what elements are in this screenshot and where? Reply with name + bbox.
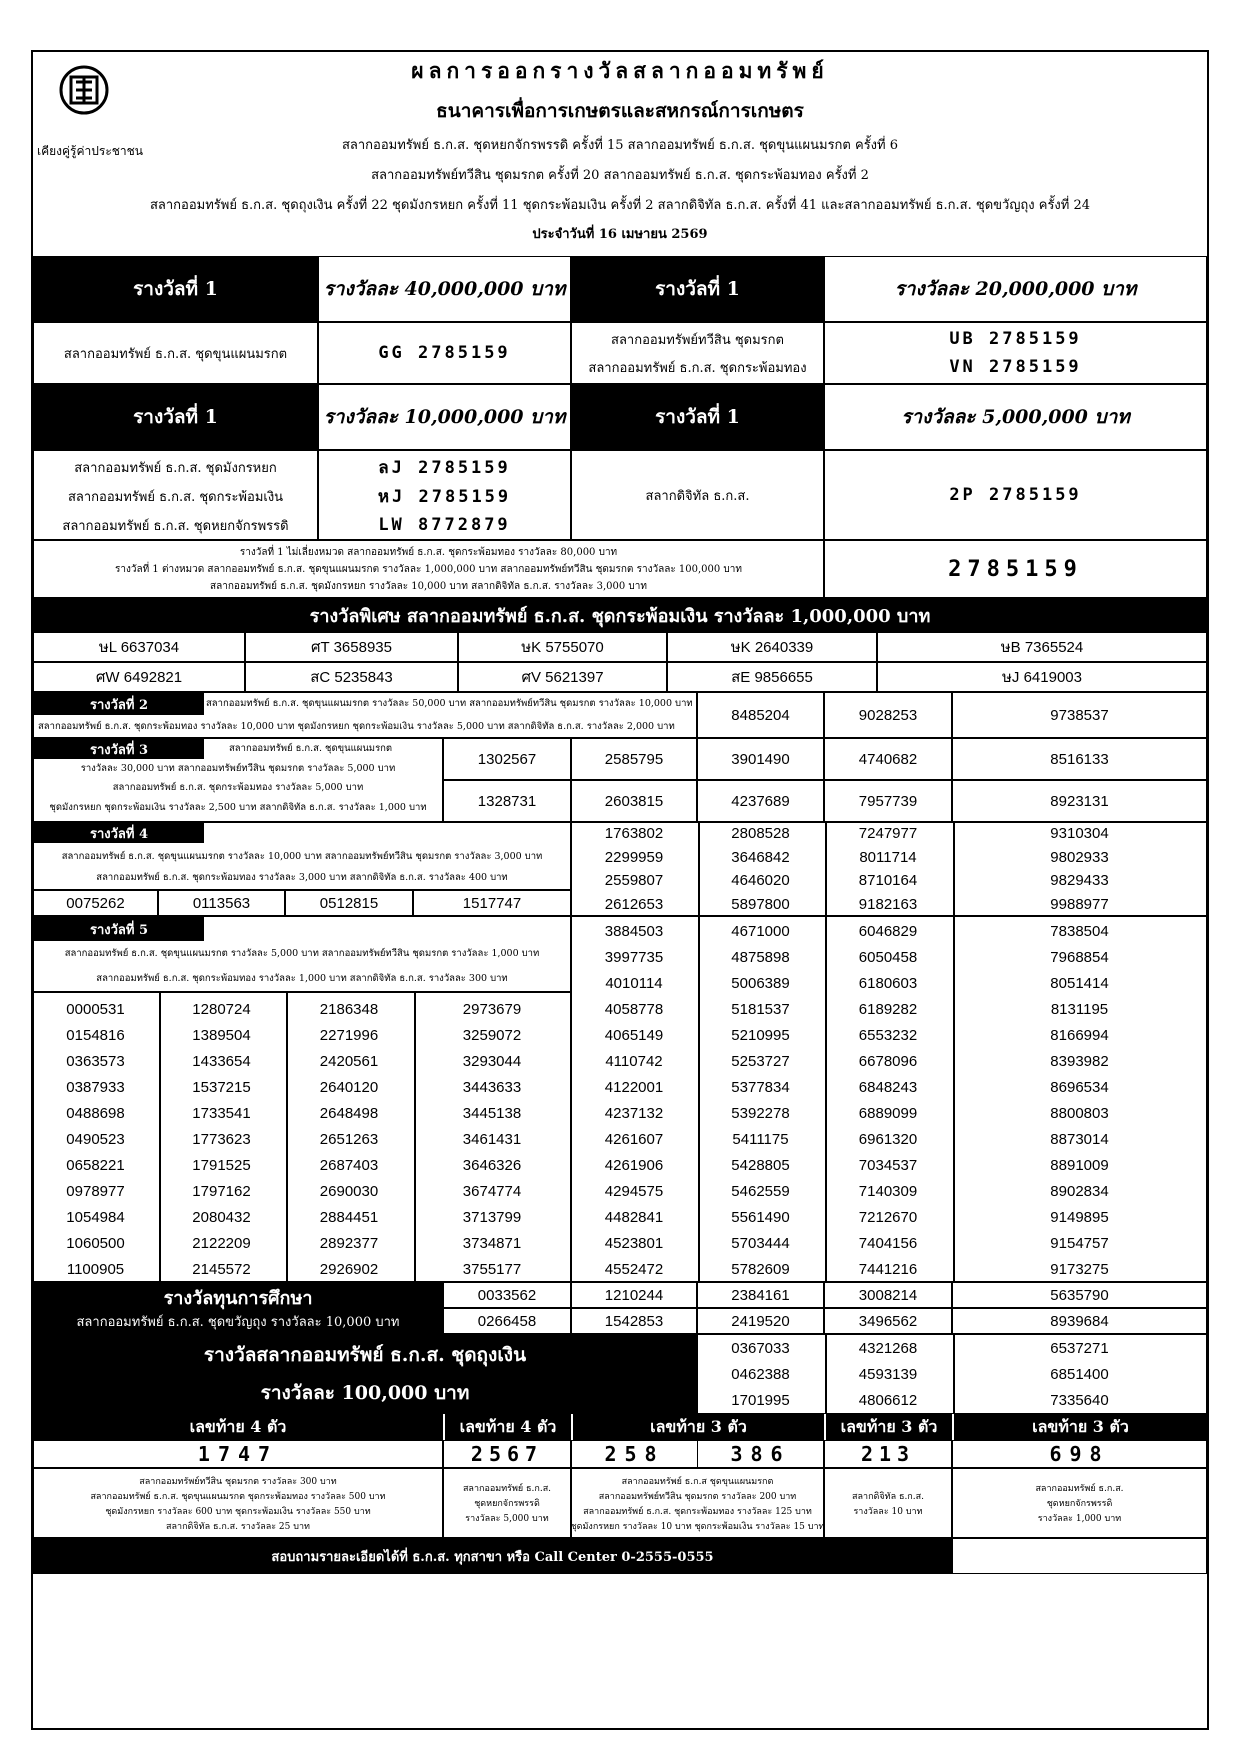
special-number: ษK 5755070: [458, 632, 667, 662]
tail-desc-1: [33, 1468, 443, 1538]
prize1-series-b: [571, 322, 824, 384]
prize5-number: 0363573: [66, 1052, 125, 1070]
prize5-number: 0387933: [66, 1078, 125, 1096]
thungngoen-number: 0367033: [731, 1339, 790, 1357]
tail-3-header-b: เลขท้าย 3 ตัว: [824, 1414, 952, 1440]
prize1-note-2: รางวัลที่ 1 ต่างหมวด สลากออมทรัพย์ ธ.ก.ส. ชุดขุนแผนมรกต รางวัลละ 1,000,000 บาท สลากออมทรัพย์ทวีสิน ชุดมรกต รางวัลละ 100,000 บาท: [115, 563, 742, 575]
prize4-number: 9802933: [1050, 848, 1109, 866]
prize5-desc-1: สลากออมทรัพย์ ธ.ก.ส. ชุดขุนแผนมรกต รางวัลละ 5,000 บาท สลากออมทรัพย์ทวีสิน ชุดมรกต รางวัลละ 1,000 บาท: [64, 948, 540, 959]
prize5-number: 2973679: [462, 1000, 522, 1018]
tail-desc-line: สลากออมทรัพย์ ธ.ก.ส. ชุดขุนแผนมรกต ชุดกระพ้อมทอง รางวัลละ 500 บาท: [90, 1491, 386, 1502]
tail-desc-line: ชุดมังกรหยก รางวัลละ 600 บาท ชุดกระพ้อมเงิน รางวัลละ 550 บาท: [105, 1506, 371, 1517]
special-number: สC 5235843: [245, 662, 458, 692]
prize5-number: 1433654: [192, 1052, 251, 1070]
prize5-number: 7968854: [1050, 948, 1109, 966]
prize5-number: 3646326: [462, 1156, 522, 1174]
prize5-number: 5703444: [731, 1234, 790, 1252]
prize5-number: 1791525: [192, 1156, 251, 1174]
prize5-number: 5006389: [731, 974, 790, 992]
prize5-number: 8902834: [1050, 1182, 1109, 1200]
prize4-number: 1517747: [413, 890, 571, 916]
prize5-number: 8891009: [1050, 1156, 1109, 1174]
prize5-number: 3674774: [462, 1182, 522, 1200]
footer-blank: [952, 1538, 1207, 1574]
prize5-number: 0000531: [66, 1000, 125, 1018]
prize5-number: 4065149: [604, 1026, 664, 1044]
thungngoen-number: 4593139: [858, 1365, 918, 1383]
prize5-number: 4058778: [604, 1000, 664, 1018]
prize1-number-c2: หJ 2785159: [377, 486, 512, 507]
prize2-desc: [33, 692, 697, 738]
education-number: 5635790: [952, 1282, 1207, 1308]
prize5-number: 7838504: [1050, 922, 1109, 940]
prize4-number: 2299959: [604, 848, 664, 866]
prize4-number: 9988977: [1050, 895, 1109, 913]
tail-desc-line: รางวัลละ 10 บาท: [853, 1506, 923, 1517]
thungngoen-number: 1701995: [731, 1391, 790, 1409]
prize1-number-plain: 2785159: [824, 540, 1207, 598]
prize5-number: 4523801: [604, 1234, 664, 1252]
prize3-number: 4237689: [697, 780, 824, 822]
prize5-number: 6180603: [858, 974, 918, 992]
prize5-number: 0490523: [66, 1130, 125, 1148]
prize1-series-c: [33, 450, 318, 540]
prize3-label: รางวัลที่ 3: [34, 739, 204, 759]
prize4-number: 0113563: [158, 890, 285, 916]
education-number: 3496562: [824, 1308, 952, 1334]
special-numbers: [33, 632, 1207, 692]
prize5-number: 2186348: [319, 1000, 379, 1018]
prize2-desc-2: สลากออมทรัพย์ ธ.ก.ส. ชุดกระพ้อมทอง รางวัลละ 10,000 บาท ชุดมังกรหยก ชุดกระพ้อมเงิน รางวัลละ 5,000 บาท สลากดิจิทัล ธ.ก.ส. รางวัลละ 2,000 บาท: [38, 721, 675, 732]
prize5-number: 9173275: [1050, 1260, 1109, 1278]
prize5-number: 7441216: [858, 1260, 918, 1278]
prize5-number: 3461431: [462, 1130, 522, 1148]
prize4-number: 5897800: [731, 895, 790, 913]
tail-desc-line: สลากดิจิทัล ธ.ก.ส. รางวัลละ 25 บาท: [166, 1521, 310, 1532]
tail-number-4: 213: [824, 1440, 952, 1468]
prize5-number: 6889099: [858, 1104, 918, 1122]
header-line-1: สลากออมทรัพย์ ธ.ก.ส. ชุดหยกจักรพรรดิ ครั้งที่ 15 สลากออมทรัพย์ ธ.ก.ส. ชุดขุนแผนมรกต ครั้งที่ 6: [341, 137, 899, 153]
special-number: ษK 2640339: [667, 632, 877, 662]
prize1-label-4: รางวัลที่ 1: [571, 384, 824, 450]
prize1-number-b1: UB 2785159: [949, 329, 1082, 349]
prize1-series-c3: สลากออมทรัพย์ ธ.ก.ส. ชุดหยกจักรพรรดิ: [62, 518, 289, 534]
slogan: เคียงคู่รู้ค่าประชาชน: [37, 144, 143, 158]
prize1-amount-5m: รางวัลละ 5,000,000 บาท: [824, 384, 1207, 450]
prize4-left-numbers: [33, 890, 571, 916]
special-number: ศT 3658935: [245, 632, 458, 662]
tail-number-1: 1747: [33, 1440, 443, 1468]
prize4-number: 2808528: [731, 825, 790, 843]
education-series: สลากออมทรัพย์ ธ.ก.ส. ชุดขวัญถุง รางวัลละ 10,000 บาท: [76, 1314, 400, 1330]
education-number: 1210244: [571, 1282, 697, 1308]
prize5-number: 3259072: [462, 1026, 522, 1044]
prize4-number: 7247977: [858, 825, 918, 843]
prize5-number: 1054984: [66, 1208, 125, 1226]
tail-desc-line: รางวัลละ 1,000 บาท: [1037, 1514, 1122, 1524]
result-sheet: [31, 50, 1209, 1730]
prize5-number: 4261607: [604, 1130, 664, 1148]
prize4-number: 4646020: [731, 872, 790, 890]
prize3-numbers: [443, 738, 1207, 822]
prize5-number: 8800803: [1050, 1104, 1109, 1122]
prize1-series-c2: สลากออมทรัพย์ ธ.ก.ส. ชุดกระพ้อมเงิน: [67, 489, 284, 505]
prize3-number: 4740682: [824, 738, 952, 780]
prize5-number: 3445138: [462, 1104, 522, 1122]
prize4-number: 8710164: [858, 872, 918, 890]
tail-desc-line: สลากดิจิทัล ธ.ก.ส.: [852, 1491, 924, 1502]
prize5-number: 7140309: [858, 1182, 918, 1200]
education-number: 8939684: [952, 1308, 1207, 1334]
prize5-number: 2651263: [319, 1130, 379, 1148]
prize5-number: 0154816: [66, 1026, 125, 1044]
prize5-number: 5561490: [731, 1208, 790, 1226]
prize1-numbers-b: [824, 322, 1207, 384]
prize5-number: 0978977: [66, 1182, 125, 1200]
prize3-desc-3: สลากออมทรัพย์ ธ.ก.ส. ชุดกระพ้อมทอง รางวัลละ 5,000 บาท: [112, 782, 364, 793]
tail-desc-line: สลากออมทรัพย์ทวีสิน ชุดมรกต รางวัลละ 300 บาท: [139, 1476, 337, 1487]
prize4-number: 2612653: [604, 895, 664, 913]
education-number: 2419520: [697, 1308, 824, 1334]
prize3-number: 8516133: [952, 738, 1207, 780]
thungngoen-number: 6537271: [1050, 1339, 1109, 1357]
prize5-number: 3734871: [462, 1234, 522, 1252]
prize5-number: 1797162: [192, 1182, 251, 1200]
prize5-number: 4552472: [604, 1260, 664, 1278]
prize4-number: 9310304: [1050, 825, 1109, 843]
prize3-number: 7957739: [824, 780, 952, 822]
prize5-number: 2884451: [319, 1208, 379, 1226]
prize1-series-c1: สลากออมทรัพย์ ธ.ก.ส. ชุดมังกรหยก: [74, 460, 277, 476]
prize3-number: 3901490: [697, 738, 824, 780]
prize5-number: 5392278: [731, 1104, 790, 1122]
prize5-left-numbers: [33, 992, 571, 1282]
thungngoen-number: 7335640: [1050, 1391, 1109, 1409]
prize2-desc-1: สลากออมทรัพย์ ธ.ก.ส. ชุดขุนแผนมรกต รางวัลละ 50,000 บาท สลากออมทรัพย์ทวีสิน ชุดมรกต รางวัลละ 10,000 บาท: [206, 698, 693, 709]
footer-contact: สอบถามรายละเอียดได้ที่ ธ.ก.ส. ทุกสาขา หรือ Call Center 0-2555-0555: [33, 1538, 952, 1574]
prize5-number: 2640120: [319, 1078, 379, 1096]
prize1-amount-10m: รางวัลละ 10,000,000 บาท: [318, 384, 571, 450]
prize5-number: 9154757: [1050, 1234, 1109, 1252]
prize1-number-a: GG 2785159: [318, 322, 571, 384]
prize5-number: 1280724: [192, 1000, 251, 1018]
prize5-number: 8873014: [1050, 1130, 1109, 1148]
tail-number-3b: 386: [697, 1440, 824, 1468]
tail-desc-line: ชุดหยกจักรพรรดิ: [474, 1499, 540, 1509]
tail-desc-line: สลากออมทรัพย์ ธ.ก.ส.: [462, 1484, 552, 1494]
prize1-number-c3: LW 8772879: [378, 515, 511, 535]
prize4-desc: [33, 822, 571, 890]
prize1-numbers-c: [318, 450, 571, 540]
prize5-number: 8696534: [1050, 1078, 1109, 1096]
prize5-right-numbers: [571, 916, 1207, 1282]
prize5-number: 6050458: [858, 948, 918, 966]
tail-desc-line: สลากออมทรัพย์ ธ.ก.ส. ชุดกระพ้อมทอง รางวัลละ 125 บาท: [583, 1506, 812, 1517]
tail-4-header-b: เลขท้าย 4 ตัว: [443, 1414, 571, 1440]
tail-number-2: 2567: [443, 1440, 571, 1468]
thungngoen-title: รางวัลสลากออมทรัพย์ ธ.ก.ส. ชุดถุงเงิน: [203, 1344, 527, 1366]
prize1-number-d: 2P 2785159: [824, 450, 1207, 540]
prize5-number: 2926902: [319, 1260, 379, 1278]
prize5-number: 1100905: [66, 1260, 125, 1278]
tail-desc-line: สลากออมทรัพย์ทวีสิน ชุดมรกต รางวัลละ 200 บาท: [598, 1491, 797, 1502]
tail-desc-5: [952, 1468, 1207, 1538]
prize5-number: 2122209: [192, 1234, 251, 1252]
prize5-number: 4294575: [604, 1182, 664, 1200]
prize5-number: 6553232: [858, 1026, 918, 1044]
prize5-number: 1733541: [192, 1104, 251, 1122]
prize3-number: 2585795: [571, 738, 697, 780]
prize5-number: 0488698: [66, 1104, 125, 1122]
education-number: 2384161: [697, 1282, 824, 1308]
page-title: ผลการออกรางวัลสลากออมทรัพย์: [411, 57, 829, 83]
prize2-number: 8485204: [697, 692, 824, 738]
prize1-note-3: สลากออมทรัพย์ ธ.ก.ส. ชุดมังกรหยก รางวัลละ 10,000 บาท สลากดิจิทัล ธ.ก.ส. รางวัลละ 3,000 บาท: [210, 580, 647, 592]
prize5-number: 9149895: [1050, 1208, 1109, 1226]
prize5-number: 6678096: [858, 1052, 918, 1070]
prize5-number: 5210995: [731, 1026, 790, 1044]
tail-number-5: 698: [952, 1440, 1207, 1468]
prize5-number: 5782609: [731, 1260, 790, 1278]
special-number: ษB 7365524: [877, 632, 1207, 662]
prize5-number: 7404156: [858, 1234, 918, 1252]
prize1-series-b1: สลากออมทรัพย์ทวีสิน ชุดมรกต: [611, 332, 784, 348]
special-number: ษJ 6419003: [877, 662, 1207, 692]
prize5-number: 7212670: [858, 1208, 918, 1226]
prize5-number: 6961320: [858, 1130, 918, 1148]
prize5-number: 3884503: [604, 922, 664, 940]
thungngoen-desc: [33, 1334, 697, 1414]
prize5-number: 1773623: [192, 1130, 251, 1148]
prize5-number: 5253727: [731, 1052, 790, 1070]
prize5-number: 4482841: [604, 1208, 664, 1226]
bank-name: ธนาคารเพื่อการเกษตรและสหกรณ์การเกษตร: [436, 100, 804, 122]
prize5-number: 8131195: [1050, 1000, 1109, 1018]
education-numbers: [443, 1282, 1207, 1334]
prize5-number: 2145572: [192, 1260, 251, 1278]
prize5-desc: [33, 916, 571, 992]
prize5-number: 4237132: [604, 1104, 664, 1122]
tail-desc-line: รางวัลละ 5,000 บาท: [465, 1514, 549, 1524]
prize1-number-c1: ลJ 2785159: [378, 457, 511, 478]
prize3-desc-1: สลากออมทรัพย์ ธ.ก.ส. ชุดขุนแผนมรกต: [229, 743, 393, 754]
prize1-label-2: รางวัลที่ 1: [571, 256, 824, 322]
education-number: 0266458: [443, 1308, 571, 1334]
tail-desc-3: [571, 1468, 824, 1538]
prize1-amount-40m: รางวัลละ 40,000,000 บาท: [318, 256, 571, 322]
prize2-numbers: [697, 692, 1207, 738]
prize3-desc-4: ชุดมังกรหยก ชุดกระพ้อมเงิน รางวัลละ 2,500 บาท สลากดิจิทัล ธ.ก.ส. รางวัลละ 1,000 บาท: [49, 802, 427, 813]
prize4-number: 8011714: [859, 848, 917, 866]
prize5-number: 3755177: [462, 1260, 522, 1278]
prize5-number: 1060500: [66, 1234, 125, 1252]
prize3-number: 8923131: [952, 780, 1207, 822]
prize5-number: 3997735: [604, 948, 664, 966]
special-title: รางวัลพิเศษ สลากออมทรัพย์ ธ.ก.ส. ชุดกระพ้อมเงิน รางวัลละ 1,000,000 บาท: [33, 598, 1207, 632]
prize5-number: 4261906: [604, 1156, 664, 1174]
prize5-number: 5411175: [732, 1130, 789, 1148]
prize5-number: 0658221: [66, 1156, 125, 1174]
education-number: 0033562: [443, 1282, 571, 1308]
prize2-number: 9028253: [824, 692, 952, 738]
special-number: ศW 6492821: [33, 662, 245, 692]
prize5-number: 3713799: [462, 1208, 522, 1226]
thungngoen-number: 4321268: [858, 1339, 918, 1357]
prize4-number: 9829433: [1050, 872, 1109, 890]
header-line-3: สลากออมทรัพย์ ธ.ก.ส. ชุดถุงเงิน ครั้งที่ 22 ชุดมังกรหยก ครั้งที่ 11 ชุดกระพ้อมเงิน ครั้งที่ 2 สลากดิจิทัล ธ.ก.ส. ครั้งที่ 41 และสลากออมทรัพย์ ธ.ก.ส. ชุดขวัญถุง ครั้งที่ 24: [149, 197, 1091, 213]
prize5-number: 2690030: [319, 1182, 379, 1200]
prize3-number: 2603815: [571, 780, 697, 822]
prize1-notes: [33, 540, 824, 598]
tail-desc-line: ชุดหยกจักรพรรดิ: [1046, 1499, 1113, 1509]
prize5-number: 4122001: [604, 1078, 664, 1096]
prize4-number: 2559807: [604, 872, 664, 890]
prize5-number: 4010114: [605, 974, 663, 992]
prize1-series-b2: สลากออมทรัพย์ ธ.ก.ส. ชุดกระพ้อมทอง: [588, 360, 807, 376]
prize4-number: 3646842: [731, 848, 790, 866]
prize5-number: 6848243: [858, 1078, 918, 1096]
prize5-number: 3443633: [462, 1078, 522, 1096]
prize5-number: 1537215: [192, 1078, 251, 1096]
header-line-2: สลากออมทรัพย์ทวีสิน ชุดมรกต ครั้งที่ 20 สลากออมทรัพย์ ธ.ก.ส. ชุดกระพ้อมทอง ครั้งที่ 2: [371, 167, 869, 183]
prize5-number: 1389504: [192, 1026, 251, 1044]
prize3-number: 1328731: [443, 780, 571, 822]
prize4-desc-1: สลากออมทรัพย์ ธ.ก.ส. ชุดขุนแผนมรกต รางวัลละ 10,000 บาท สลากออมทรัพย์ทวีสิน ชุดมรกต รางวัลละ 3,000 บาท: [61, 851, 543, 862]
education-number: 1542853: [571, 1308, 697, 1334]
tail-3-header-a: เลขท้าย 3 ตัว: [571, 1414, 824, 1440]
prize4-number: 1763802: [604, 825, 664, 843]
thungngoen-number: 0462388: [731, 1365, 790, 1383]
education-desc: [33, 1282, 443, 1334]
prize5-number: 2420561: [319, 1052, 379, 1070]
prize5-number: 5428805: [731, 1156, 790, 1174]
prize2-number: 9738537: [952, 692, 1207, 738]
prize5-number: 5377834: [731, 1078, 790, 1096]
special-number: สE 9856655: [667, 662, 877, 692]
prize2-label: รางวัลที่ 2: [34, 693, 204, 715]
prize4-label: รางวัลที่ 4: [34, 823, 204, 843]
prize5-desc-2: สลากออมทรัพย์ ธ.ก.ส. ชุดกระพ้อมทอง รางวัลละ 1,000 บาท สลากดิจิทัล ธ.ก.ส. รางวัลละ 300 บาท: [96, 973, 508, 984]
special-number: ษL 6637034: [33, 632, 245, 662]
prize3-number: 1302567: [443, 738, 571, 780]
prize3-desc: [33, 738, 443, 822]
prize1-label: รางวัลที่ 1: [33, 256, 318, 322]
prize5-number: 2080432: [192, 1208, 251, 1226]
draw-date: ประจำวันที่ 16 เมษายน 2569: [532, 226, 708, 242]
tail-desc-line: ชุดมังกรหยก รางวัลละ 10 บาท ชุดกระพ้อมเงิน รางวัลละ 15 บาท: [570, 1521, 825, 1532]
special-number: ศV 5621397: [458, 662, 667, 692]
thungngoen-number: 6851400: [1050, 1365, 1109, 1383]
prize4-desc-2: สลากออมทรัพย์ ธ.ก.ส. ชุดกระพ้อมทอง รางวัลละ 3,000 บาท สลากดิจิทัล ธ.ก.ส. รางวัลละ 400 บาท: [96, 872, 508, 883]
prize1-label-3: รางวัลที่ 1: [33, 384, 318, 450]
prize4-number: 0512815: [285, 890, 413, 916]
thungngoen-numbers: [697, 1334, 1207, 1414]
header: [33, 52, 1207, 242]
prize1-series-d: สลากดิจิทัล ธ.ก.ส.: [571, 450, 824, 540]
prize5-number: 4875898: [731, 948, 790, 966]
prize1-note-1: รางวัลที่ 1 ไม่เลี่ยงหมวด สลากออมทรัพย์ ธ.ก.ส. ชุดกระพ้อมทอง รางวัลละ 80,000 บาท: [239, 546, 618, 558]
prize5-label: รางวัลที่ 5: [34, 917, 204, 941]
prize5-number: 5181537: [731, 1000, 790, 1018]
prize5-number: 8051414: [1050, 974, 1109, 992]
prize5-number: 2648498: [319, 1104, 379, 1122]
prize1-series-a: สลากออมทรัพย์ ธ.ก.ส. ชุดขุนแผนมรกต: [33, 322, 318, 384]
tail-desc-line: สลากออมทรัพย์ ธ.ก.ส.: [1035, 1484, 1124, 1494]
tail-desc-line: สลากออมทรัพย์ ธ.ก.ส ชุดขุนแผนมรกต: [621, 1476, 774, 1487]
tail-desc-4: [824, 1468, 952, 1538]
prize5-number: 8393982: [1050, 1052, 1109, 1070]
thungngoen-number: 4806612: [858, 1391, 918, 1409]
tail-desc-2: [443, 1468, 571, 1538]
prize4-numbers: [571, 822, 1207, 916]
tail-3-header-c: เลขท้าย 3 ตัว: [952, 1414, 1207, 1440]
prize1-number-b2: VN 2785159: [949, 357, 1082, 377]
prize5-number: 6189282: [858, 1000, 918, 1018]
tail-4-header-a: เลขท้าย 4 ตัว: [33, 1414, 443, 1440]
prize3-desc-2: รางวัลละ 30,000 บาท สลากออมทรัพย์ทวีสิน ชุดมรกต รางวัลละ 5,000 บาท: [80, 763, 396, 774]
prize5-number: 5462559: [731, 1182, 790, 1200]
prize5-number: 2687403: [319, 1156, 379, 1174]
prize5-number: 4671000: [731, 922, 790, 940]
education-number: 3008214: [824, 1282, 952, 1308]
prize4-number: 9182163: [858, 895, 918, 913]
prize1-amount-20m: รางวัลละ 20,000,000 บาท: [824, 256, 1207, 322]
prize5-number: 2271996: [319, 1026, 379, 1044]
thungngoen-amount: รางวัลละ 100,000 บาท: [260, 1382, 470, 1404]
prize5-number: 2892377: [319, 1234, 379, 1252]
prize5-number: 8166994: [1050, 1026, 1109, 1044]
prize5-number: 7034537: [858, 1156, 918, 1174]
prize5-number: 4110742: [605, 1052, 663, 1070]
prize4-number: 0075262: [33, 890, 158, 916]
education-title: รางวัลทุนการศึกษา: [163, 1287, 313, 1309]
prize5-number: 6046829: [858, 922, 918, 940]
tail-number-3a: 258: [571, 1440, 698, 1468]
prize5-number: 3293044: [462, 1052, 522, 1070]
